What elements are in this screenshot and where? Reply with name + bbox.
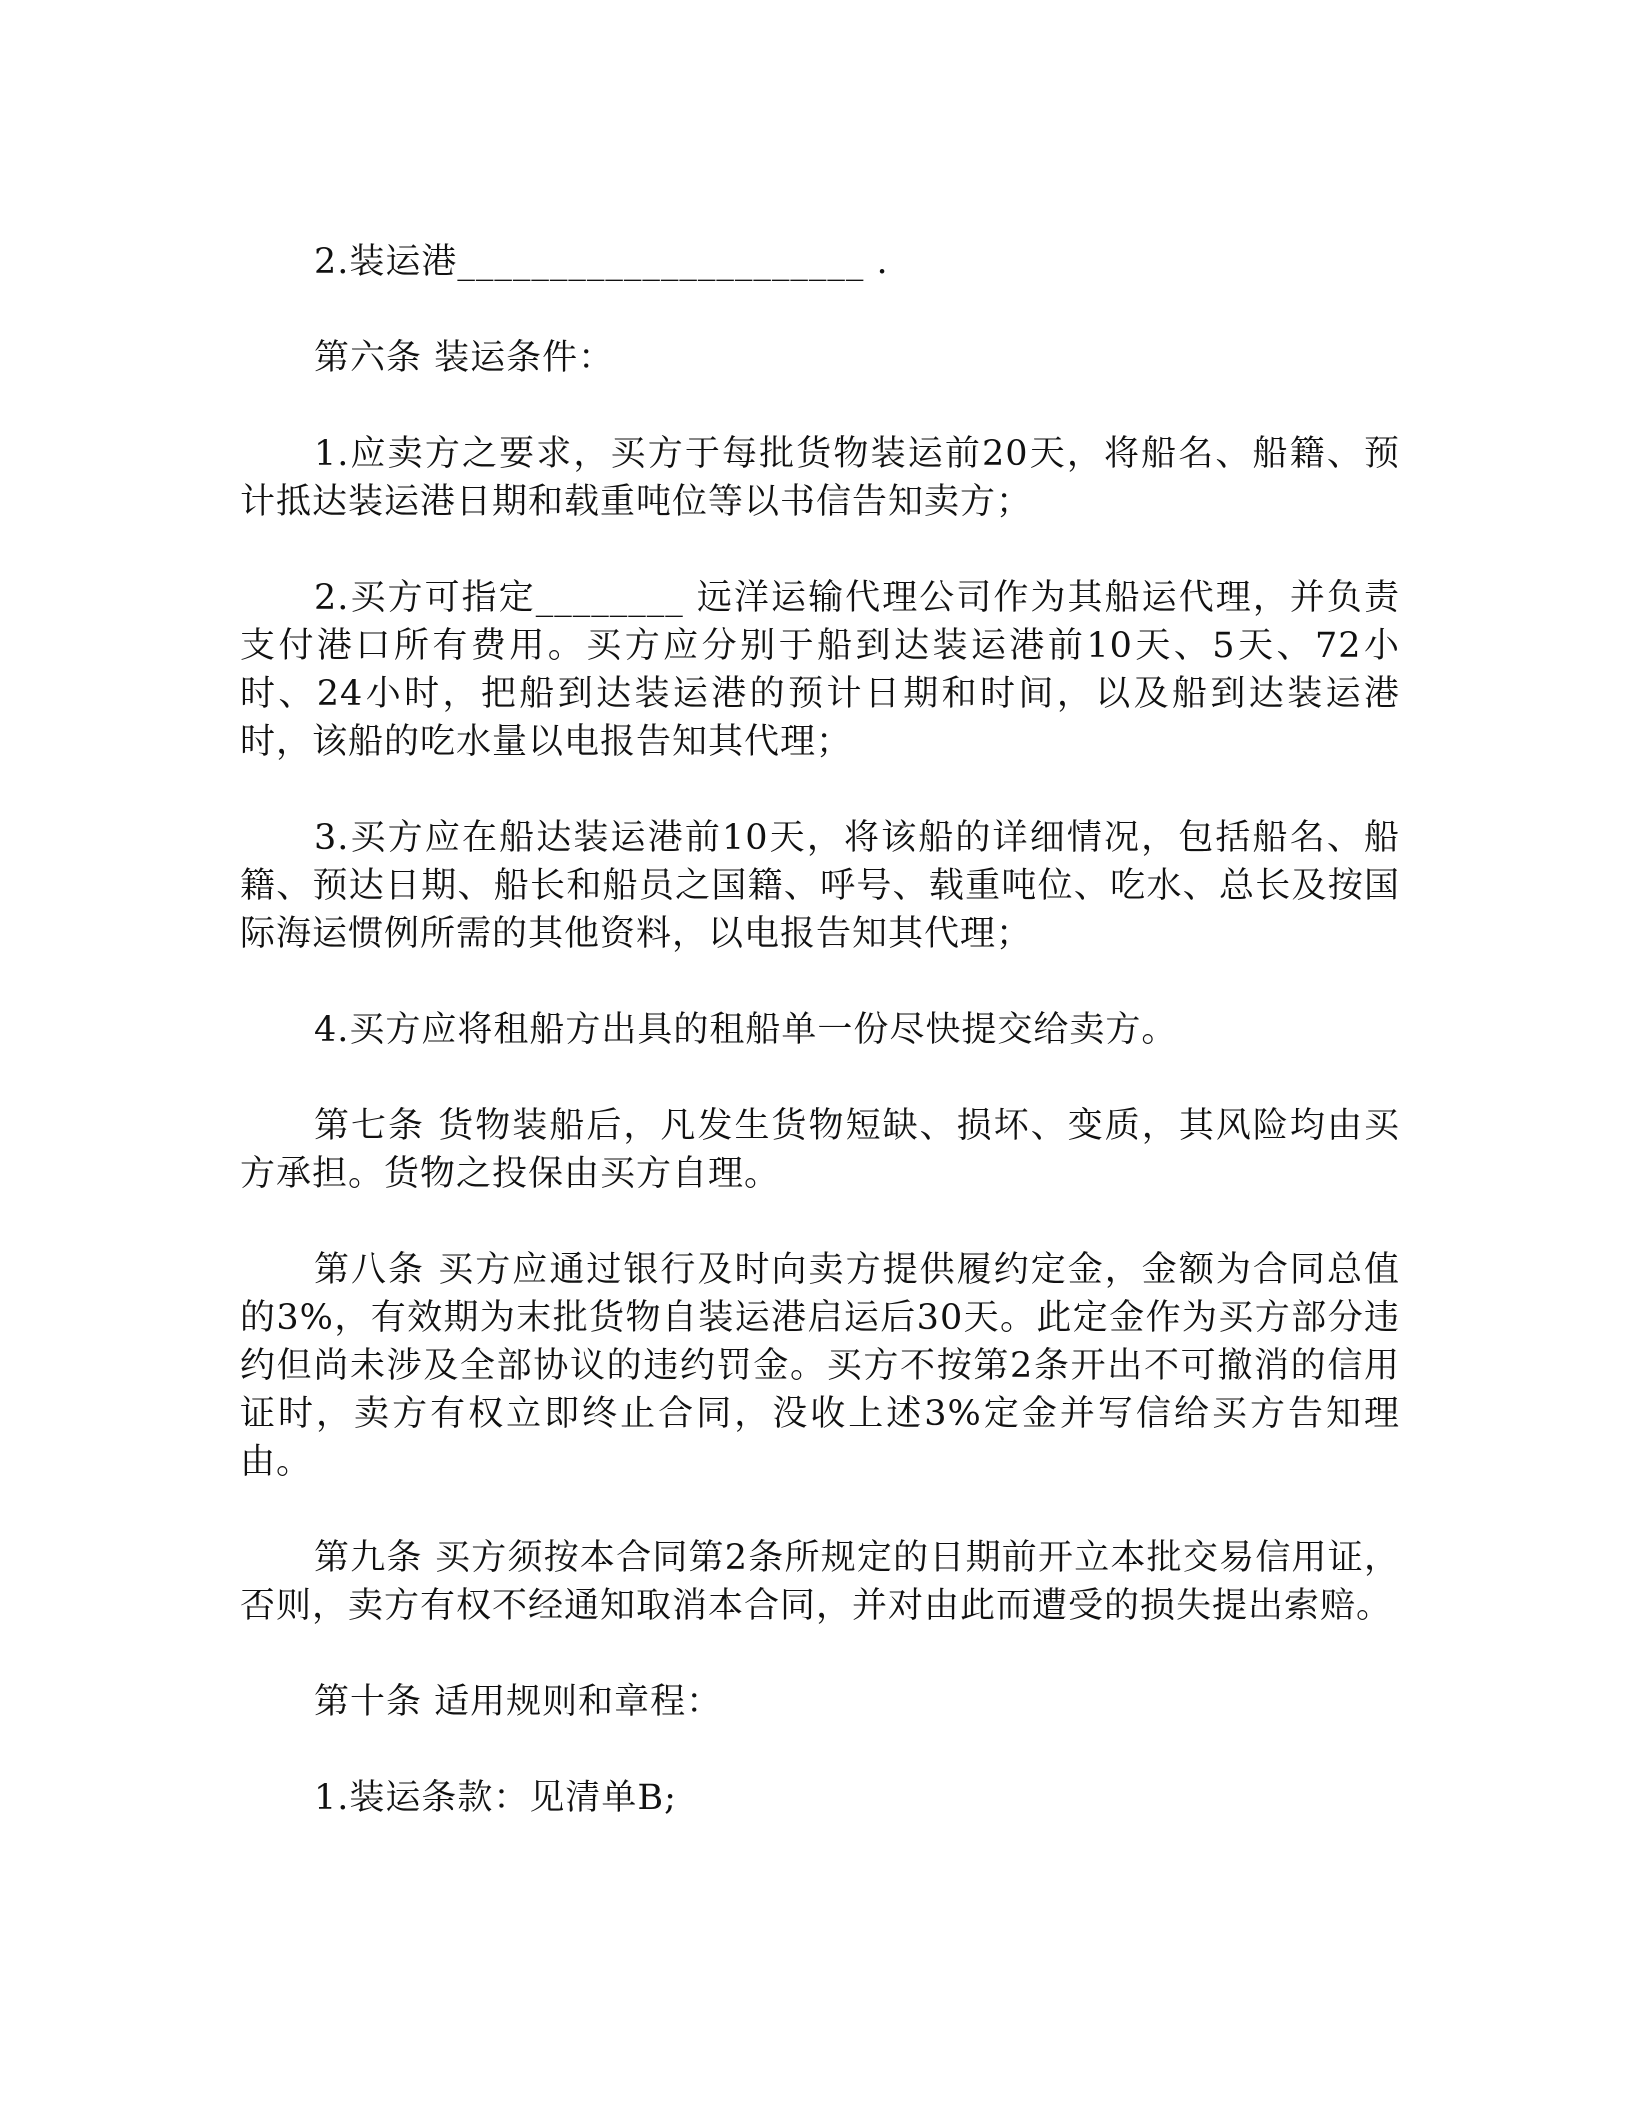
paragraph-article-6-heading: 第六条 装运条件： [314, 338, 615, 378]
paragraph-article-6-item-1: 1.应卖方之要求，买方于每批货物装运前20天，将船名、船籍、预计抵达装运港日期和载重吨位等以书信告知卖方； [240, 434, 1400, 522]
paragraph-article-7: 第七条 货物装船后，凡发生货物短缺、损坏、变质，其风险均由买方承担。货物之投保由买方自理。 [240, 1106, 1400, 1194]
paragraph-article-9: 第九条 买方须按本合同第2条所规定的日期前开立本批交易信用证，否则，卖方有权不经通知取消本合同，并对由此而遭受的损失提出索赔。 [240, 1538, 1400, 1626]
paragraph-article-8: 第八条 买方应通过银行及时向卖方提供履约定金，金额为合同总值的3%，有效期为末批货物自装运港启运后30天。此定金作为买方部分违约但尚未涉及全部协议的违约罚金。买方不按第2条开出不可撤消的信用证时，卖方有权立即终止合同，没收上述3%定金并写信给买方告知理由。 [240, 1250, 1400, 1482]
paragraph-article-10-item-1: 1.装运条款：见清单B; [314, 1778, 677, 1818]
paragraph-article-6-item-2: 2.买方可指定________ 远洋运输代理公司作为其船运代理，并负责支付港口所有费用。买方应分别于船到达装运港前10天、5天、72小时、24小时，把船到达装运港的预计日期和时间，以及船到达装运港时，该船的吃水量以电报告知其代理； [240, 578, 1400, 762]
paragraph-loading-port: 2.装运港______________________ . [314, 242, 889, 282]
paragraph-article-6-item-4: 4.买方应将租船方出具的租船单一份尽快提交给卖方。 [314, 1010, 1178, 1050]
document-body [240, 238, 1400, 1822]
paragraph-article-6-item-3: 3.买方应在船达装运港前10天，将该船的详细情况，包括船名、船籍、预达日期、船长和船员之国籍、呼号、载重吨位、吃水、总长及按国际海运惯例所需的其他资料，以电报告知其代理； [240, 818, 1400, 954]
paragraph-article-10-heading: 第十条 适用规则和章程： [314, 1682, 723, 1722]
